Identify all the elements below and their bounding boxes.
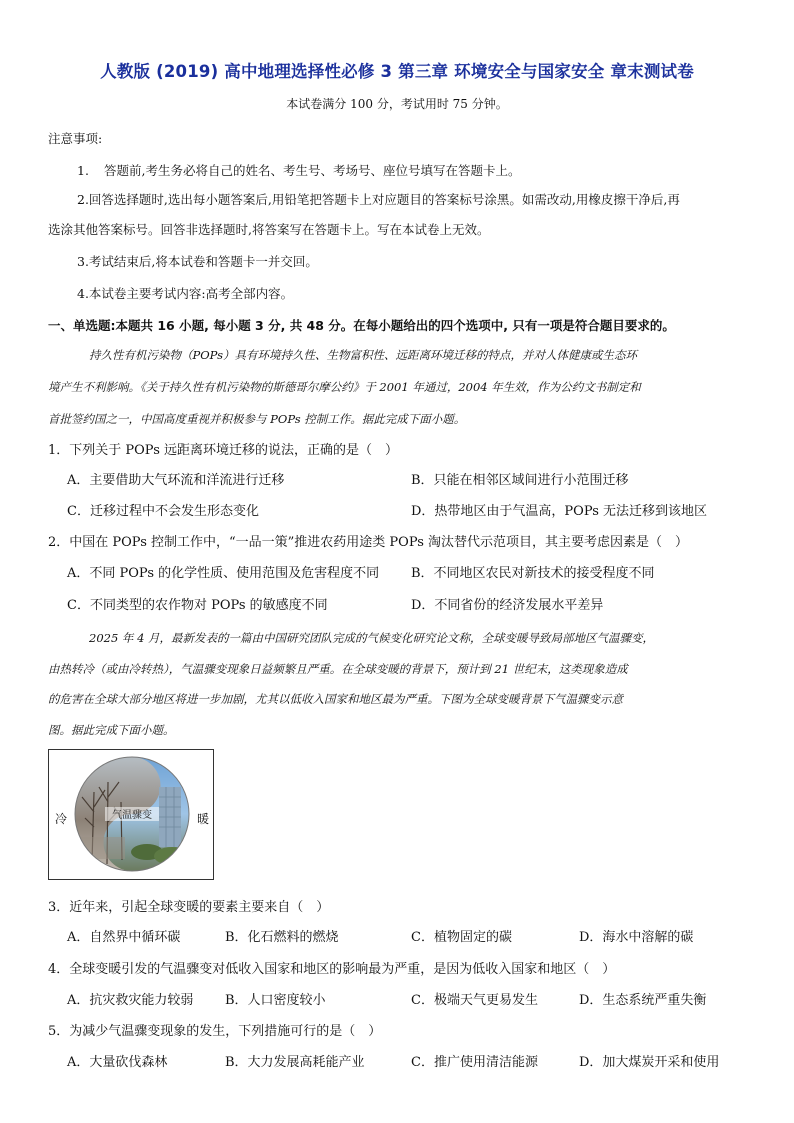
notice-item-2-line-1: 2.回答选择题时,选出每小题答案后,用铅笔把答题卡上对应题目的答案标号涂黑。如需改动,用橡皮擦干净后,再 [77,192,680,207]
question-3-option-c: C．植物固定的碳 [411,930,512,945]
question-2-option-c: C．不同类型的农作物对 POPs 的敏感度不同 [67,598,328,613]
figure-center-label: 气温骤变 [112,810,152,821]
passage-2-line-4: 图。据此完成下面小题。 [48,723,175,737]
question-2-option-d: D．不同省份的经济发展水平差异 [411,598,604,613]
question-4-option-b: B．人口密度较小 [225,993,326,1008]
temperature-swing-figure [48,749,214,880]
question-3-option-b: B．化石燃料的燃烧 [225,930,339,945]
question-3-stem: 3．近年来，引起全球变暖的要素主要来自（ ） [48,900,330,915]
passage-2-line-2: 由热转冷（或由冷转热），气温骤变现象日益频繁且严重。在全球变暖的背景下，预计到 21 世纪末，这类现象造成 [48,662,628,676]
notice-item-1-number: 1. [77,163,89,178]
question-4-option-a: A．抗灾救灾能力较弱 [67,993,194,1008]
yin-yang-photo-circle [67,752,197,876]
notice-item-3: 3.考试结束后,将本试卷和答题卡一并交回。 [77,254,318,269]
passage-2-line-1: 2025 年 4 月，最新发表的一篇由中国研究团队完成的气候变化研究论文称，全球变暖导致局部地区气温骤变， [89,631,655,645]
cold-label: 冷 [55,812,68,826]
passage-1-line-3: 首批签约国之一，中国高度重视并积极参与 POPs 控制工作。据此完成下面小题。 [48,412,466,426]
warm-label: 暖 [197,812,210,826]
question-3-option-d: D．海水中溶解的碳 [579,930,694,945]
passage-2-line-3: 的危害在全球大部分地区将进一步加剧，尤其以低收入国家和地区最为严重。下图为全球变暖背景下气温骤变示意 [48,692,623,706]
question-4-option-d: D．生态系统严重失衡 [579,993,707,1008]
question-5-option-c: C．推广使用清洁能源 [411,1055,538,1070]
question-5-stem: 5．为减少气温骤变现象的发生，下列措施可行的是（ ） [48,1024,382,1039]
question-2-option-b: B．不同地区农民对新技术的接受程度不同 [411,566,655,581]
question-1-stem: 1．下列关于 POPs 远距离环境迁移的说法，正确的是（ ） [48,443,399,458]
question-5-option-a: A．大量砍伐森林 [67,1055,168,1070]
question-3-option-a: A．自然界中循环碳 [67,930,181,945]
exam-info: 本试卷满分 100 分，考试用时 75 分钟。 [286,97,508,111]
question-5-option-b: B．大力发展高耗能产业 [225,1055,365,1070]
section-heading: 一、单选题:本题共 16 小题, 每小题 3 分, 共 48 分。在每小题给出的四个选项中, 只有一项是符合题目要求的。 [48,318,675,333]
question-5-option-d: D．加大煤炭开采和使用 [579,1055,720,1070]
question-1-option-c: C．迁移过程中不会发生形态变化 [67,504,259,519]
question-2-stem: 2．中国在 POPs 控制工作中，“一品一策”推进农药用途类 POPs 淘汰替代示范项目，其主要考虑因素是（ ） [48,535,689,550]
notice-item-1: 答题前,考生务必将自己的姓名、考生号、考场号、座位号填写在答题卡上。 [104,163,521,178]
notice-heading: 注意事项: [48,131,103,146]
page-title: 人教版 (2019) 高中地理选择性必修 3 第三章 环境安全与国家安全 章末测试卷 [100,62,694,81]
passage-1-line-1: 持久性有机污染物（POPs）具有环境持久性、生物富积性、远距离环境迁移的特点，并对人体健康或生态环 [89,348,637,362]
question-4-stem: 4．全球变暖引发的气温骤变对低收入国家和地区的影响最为严重，是因为低收入国家和地区（ ） [48,962,616,977]
question-4-option-c: C．极端天气更易发生 [411,993,538,1008]
question-1-option-a: A．主要借助大气环流和洋流进行迁移 [67,473,285,488]
notice-item-2-line-2: 选涂其他答案标号。回答非选择题时,将答案写在答题卡上。写在本试卷上无效。 [48,222,490,237]
question-1-option-b: B．只能在相邻区域间进行小范围迁移 [411,473,629,488]
passage-1-line-2: 境产生不利影响。《关于持久性有机污染物的斯德哥尔摩公约》于 2001 年通过，2004 年生效，作为公约文书制定和 [48,380,641,394]
question-2-option-a: A．不同 POPs 的化学性质、使用范围及危害程度不同 [67,566,380,581]
notice-item-4: 4.本试卷主要考试内容:高考全部内容。 [77,286,294,301]
question-1-option-d: D．热带地区由于气温高，POPs 无法迁移到该地区 [411,504,708,519]
